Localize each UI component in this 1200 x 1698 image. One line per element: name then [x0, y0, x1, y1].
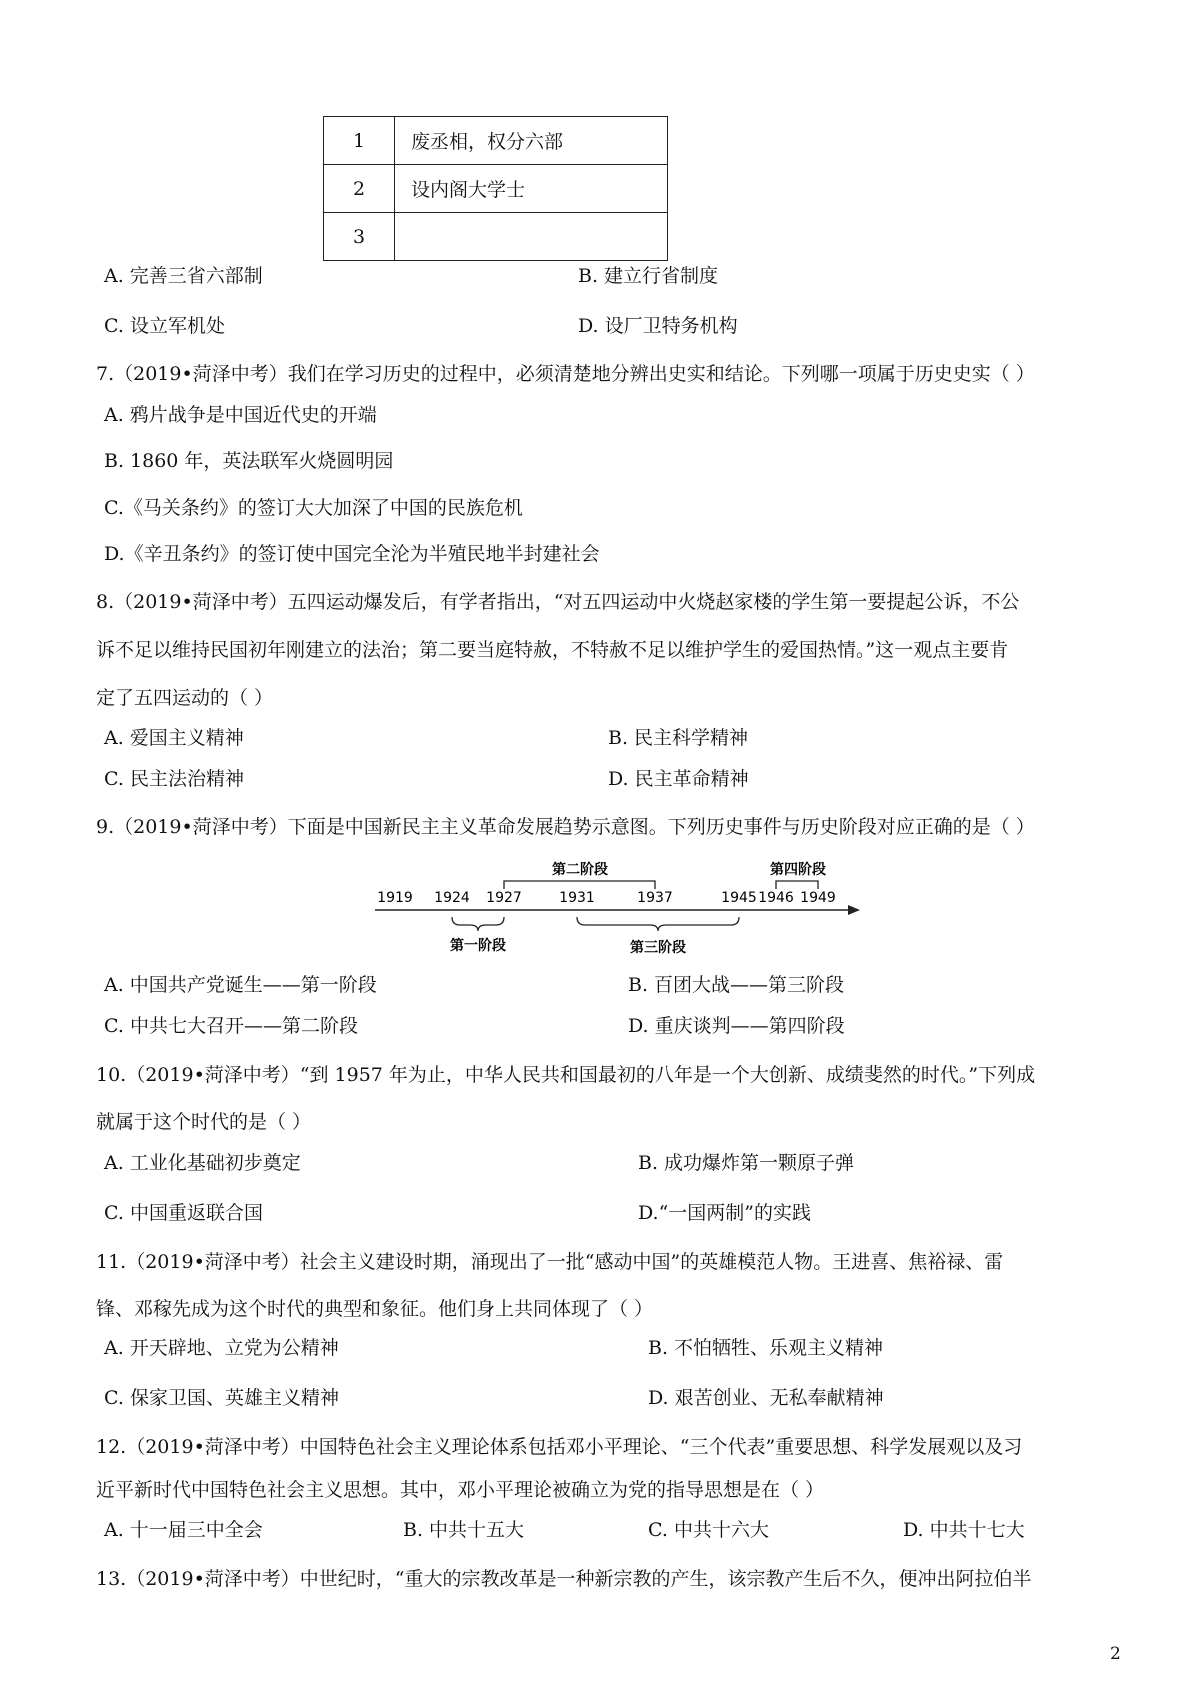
table-row [324, 117, 668, 165]
year-label-1919: 1919 [377, 890, 413, 906]
table-cell-num: 3 [324, 213, 395, 261]
q10-option-b: B. 成功爆炸第一颗原子弹 [638, 1152, 855, 1174]
stage-4-bracket [776, 881, 818, 889]
q12-option-d: D. 中共十七大 [903, 1519, 1025, 1541]
q8-stem-line-1: 8.（2019•菏泽中考）五四运动爆发后，有学者指出，“对五四运动中火烧赵家楼的学生第一要提起公诉，不公 [96, 591, 1020, 613]
year-label-1949: 1949 [800, 890, 836, 906]
q8-stem-line-3: 定了五四运动的（ ） [96, 687, 274, 709]
q11-option-d: D. 艰苦创业、无私奉献精神 [648, 1387, 884, 1409]
q8-option-c: C. 民主法治精神 [104, 768, 244, 790]
q11-stem-line-2: 锋、邓稼先成为这个时代的典型和象征。他们身上共同体现了（ ） [96, 1298, 654, 1320]
q7-option-b: B. 1860 年，英法联军火烧圆明园 [104, 450, 394, 472]
stage-1-label: 第一阶段 [450, 938, 506, 954]
q9-option-d: D. 重庆谈判——第四阶段 [628, 1015, 845, 1037]
q7-option-a: A. 鸦片战争是中国近代史的开端 [104, 404, 377, 426]
q12-stem-line-1: 12.（2019•菏泽中考）中国特色社会主义理论体系包括邓小平理论、“三个代表”重要思想、科学发展观以及习 [96, 1436, 1023, 1458]
q13-stem: 13.（2019•菏泽中考）中世纪时，“重大的宗教改革是一种新宗教的产生，该宗教产生后不久，便冲出阿拉伯半 [96, 1568, 1032, 1590]
stage-2-label: 第二阶段 [552, 862, 608, 878]
q12-option-b: B. 中共十五大 [403, 1519, 525, 1541]
q11-option-a: A. 开天辟地、立党为公精神 [104, 1337, 339, 1359]
q6-option-c: C. 设立军机处 [104, 315, 225, 337]
timeline-arrow [848, 905, 860, 915]
stage-2-bracket [504, 881, 655, 889]
q9-stem: 9.（2019•菏泽中考）下面是中国新民主主义革命发展趋势示意图。下列历史事件与历史阶段对应正确的是（ ） [96, 816, 1035, 838]
q8-option-a: A. 爱国主义精神 [104, 727, 244, 749]
q6-option-b: B. 建立行省制度 [578, 265, 719, 287]
q10-option-c: C. 中国重返联合国 [104, 1202, 263, 1224]
table-row [324, 213, 668, 261]
table-cell-text: 设内阁大学士 [395, 165, 668, 213]
table-cell-text: 废丞相，权分六部 [395, 117, 668, 165]
q10-option-d: D.“一国两制”的实践 [638, 1202, 812, 1224]
q8-option-b: B. 民主科学精神 [608, 727, 749, 749]
q7-option-c: C.《马关条约》的签订大大加深了中国的民族危机 [104, 497, 523, 519]
q12-option-a: A. 十一届三中全会 [104, 1519, 263, 1541]
q11-stem-line-1: 11.（2019•菏泽中考）社会主义建设时期，涌现出了一批“感动中国”的英雄模范人物。王进喜、焦裕禄、雷 [96, 1251, 1004, 1273]
q9-option-c: C. 中共七大召开——第二阶段 [104, 1015, 358, 1037]
table-cell-num: 1 [324, 117, 395, 165]
year-label-1937: 1937 [637, 890, 673, 906]
q10-option-a: A. 工业化基础初步奠定 [104, 1152, 301, 1174]
q8-option-d: D. 民主革命精神 [608, 768, 749, 790]
q6-option-d: D. 设厂卫特务机构 [578, 315, 738, 337]
stage-3-label: 第三阶段 [630, 940, 686, 956]
year-label-1924: 1924 [434, 890, 470, 906]
q7-option-d: D.《辛丑条约》的签订使中国完全沦为半殖民地半封建社会 [104, 543, 600, 565]
q12-option-c: C. 中共十六大 [648, 1519, 769, 1541]
revolution-timeline-diagram [370, 855, 860, 960]
q7-stem: 7.（2019•菏泽中考）我们在学习历史的过程中，必须清楚地分辨出史实和结论。下列哪一项属于历史史实（ ） [96, 363, 1035, 385]
ming-reform-table [323, 116, 668, 261]
year-label-1931: 1931 [559, 890, 595, 906]
timeline-svg [370, 855, 860, 960]
q10-stem-line-2: 就属于这个时代的是（ ） [96, 1111, 312, 1133]
year-label-1927: 1927 [486, 890, 522, 906]
q12-stem-line-2: 近平新时代中国特色社会主义思想。其中，邓小平理论被确立为党的指导思想是在（ ） [96, 1479, 825, 1501]
table-row [324, 165, 668, 213]
year-label-1946: 1946 [758, 890, 794, 906]
q9-option-b: B. 百团大战——第三阶段 [628, 974, 845, 996]
table-cell-text [395, 213, 668, 261]
year-label-1945: 1945 [721, 890, 757, 906]
stage-3-bracket [577, 917, 739, 931]
q10-stem-line-1: 10.（2019•菏泽中考）“到 1957 年为止，中华人民共和国最初的八年是一个大创新、成绩斐然的时代。”下列成 [96, 1064, 1036, 1086]
q9-option-a: A. 中国共产党诞生——第一阶段 [104, 974, 377, 996]
q11-option-b: B. 不怕牺牲、乐观主义精神 [648, 1337, 884, 1359]
q6-option-a: A. 完善三省六部制 [104, 265, 263, 287]
q8-stem-line-2: 诉不足以维持民国初年刚建立的法治；第二要当庭特赦，不特赦不足以维护学生的爱国热情。”这一观点主要肯 [96, 639, 1009, 661]
table-cell-num: 2 [324, 165, 395, 213]
q11-option-c: C. 保家卫国、英雄主义精神 [104, 1387, 339, 1409]
stage-1-bracket [452, 917, 504, 931]
page-number: 2 [1110, 1644, 1121, 1664]
stage-4-label: 第四阶段 [770, 862, 826, 878]
